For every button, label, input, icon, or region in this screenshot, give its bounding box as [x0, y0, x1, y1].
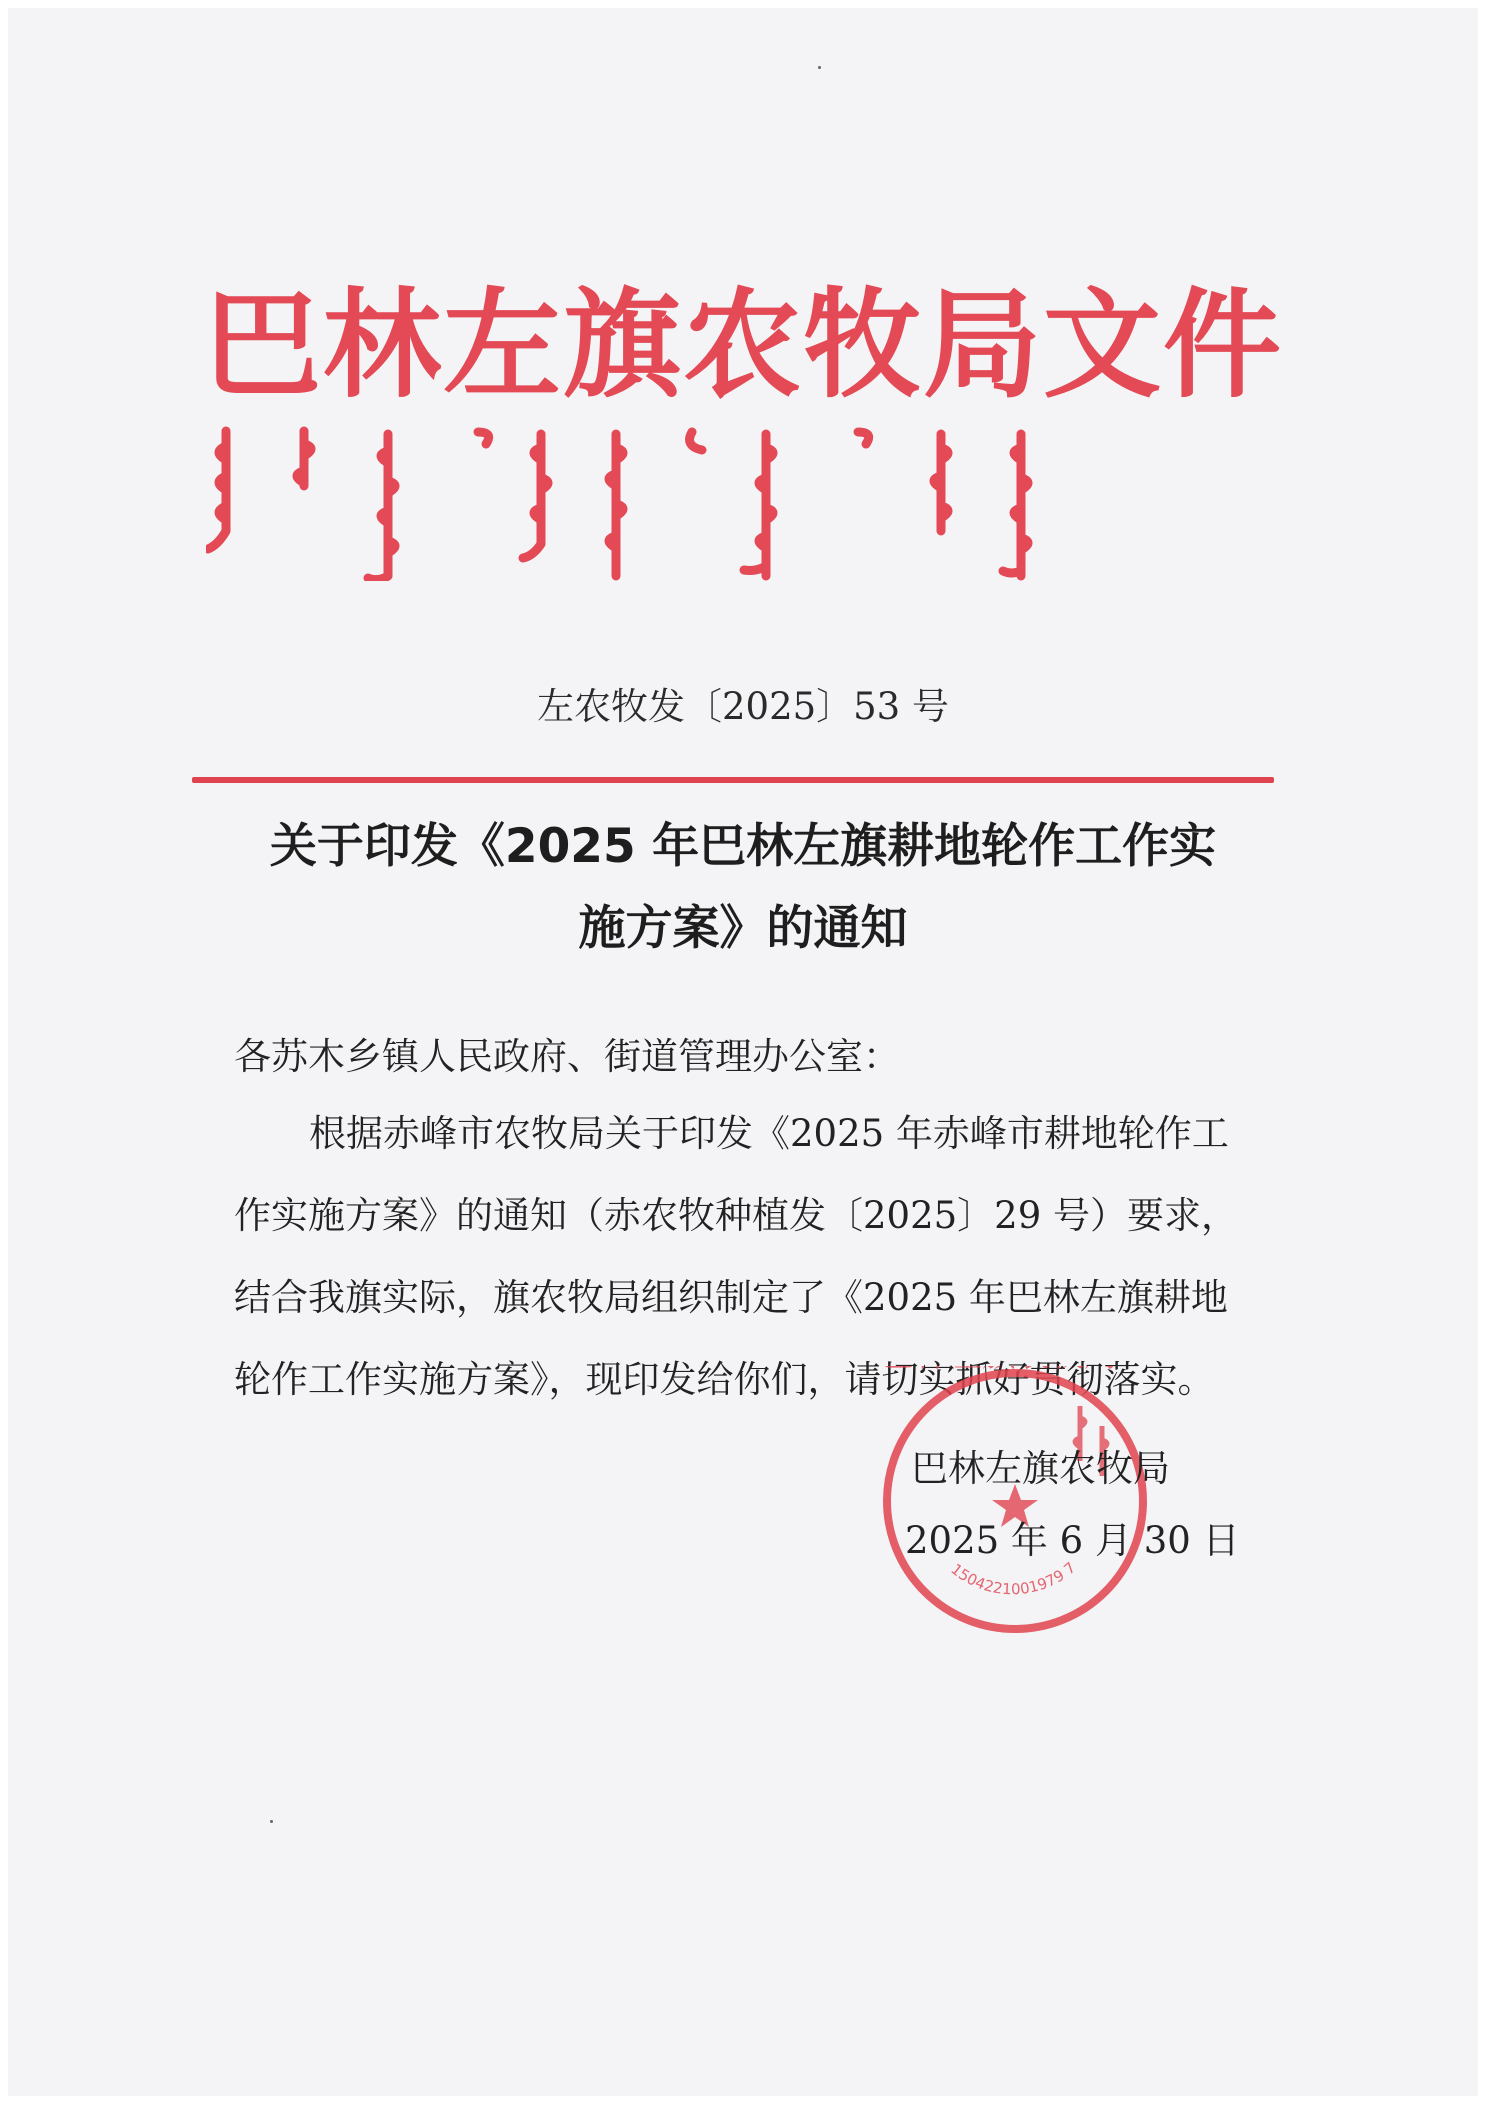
scan-speck — [270, 1820, 273, 1823]
official-seal — [880, 1366, 1150, 1636]
issue-date: 2025 年 6 月 30 日 — [905, 1519, 1240, 1562]
body-line: 作实施方案》的通知（赤农牧种植发〔2025〕29 号）要求， — [234, 1194, 1239, 1237]
document-number: 左农牧发〔2025〕53 号 — [536, 685, 949, 728]
red-divider-rule — [192, 777, 1274, 783]
title-line: 关于印发《2025 年巴林左旗耕地轮作工作实 — [269, 819, 1217, 874]
salutation: 各苏木乡镇人民政府、街道管理办公室： — [234, 1035, 900, 1078]
scan-speck — [818, 66, 821, 69]
seal-graphic — [880, 1366, 1150, 1636]
title-line: 施方案》的通知 — [578, 901, 908, 956]
issuer-signature: 巴林左旗农牧局 — [911, 1447, 1170, 1490]
seal-serial: 1504221001979 7 — [947, 1558, 1080, 1599]
mongolian-script-graphic — [206, 426, 1256, 581]
document-title — [218, 806, 1268, 970]
document-page — [8, 8, 1478, 2096]
body-line: 根据赤峰市农牧局关于印发《2025 年赤峰市耕地轮作工 — [309, 1112, 1229, 1155]
body-line: 结合我旗实际，旗农牧局组织制定了《2025 年巴林左旗耕地 — [234, 1276, 1228, 1319]
body-line: 轮作工作实施方案》，现印发给你们，请切实抓好贯彻落实。 — [234, 1358, 1215, 1401]
issuer-masthead: 巴林左旗农牧局文件 — [202, 275, 1283, 414]
seal-text — [880, 1366, 1118, 1375]
mongolian-masthead — [206, 426, 1256, 581]
